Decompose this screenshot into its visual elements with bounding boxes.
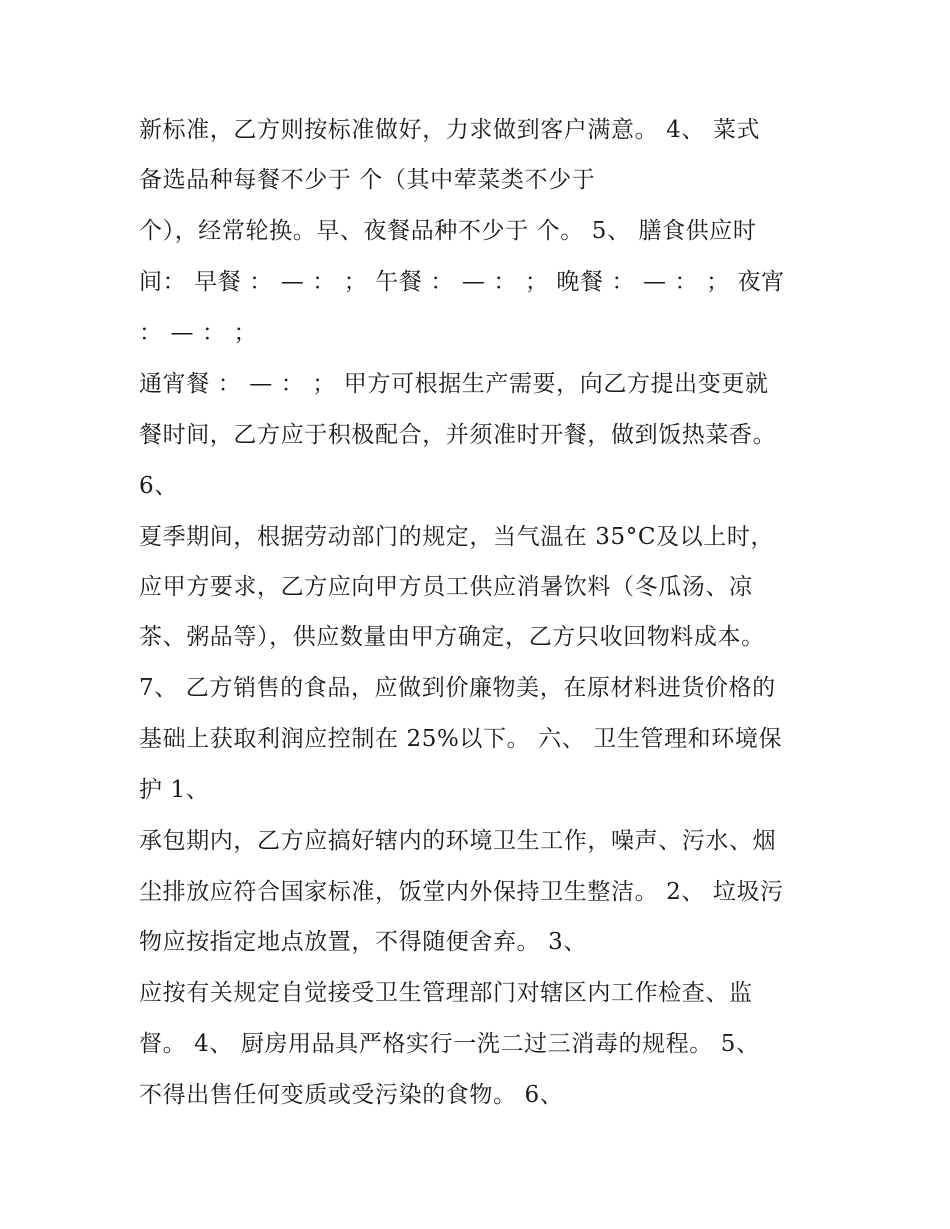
text-line: 尘排放应符合国家标准，饭堂内外保持卫生整洁。 2、 垃圾污: [139, 879, 784, 905]
text-line: 应按有关规定自觉接受卫生管理部门对辖区内工作检查、监: [139, 980, 753, 1006]
text-line: 应甲方要求，乙方应向甲方员工供应消暑饮料（冬瓜汤、凉: [139, 574, 753, 600]
text-line: 间： 早餐 ： — ： ； 午餐 ： — ： ； 晚餐 ： — ： ； 夜宵: [139, 269, 785, 295]
text-line: 护 1、: [139, 777, 210, 803]
text-line: 督。 4、 厨房用品具严格实行一洗二过三消毒的规程。 5、: [139, 1031, 760, 1057]
text-line: 不得出售任何变质或受污染的食物。 6、: [139, 1082, 564, 1108]
text-line: 基础上获取利润应控制在 25%以下。 六、 卫生管理和环境保: [139, 726, 783, 752]
text-line: ： — ： ；: [139, 320, 258, 346]
text-line: 个），经常轮换。早、夜餐品种不少于 个。 5、 膳食供应时: [139, 218, 757, 244]
text-line: 6、: [139, 473, 178, 499]
text-line: 承包期内，乙方应搞好辖内的环境卫生工作，噪声、污水、烟: [139, 828, 777, 854]
text-line: 7、 乙方销售的食品，应做到价廉物美，在原材料进货价格的: [139, 675, 776, 701]
text-line: 备选品种每餐不少于 个（其中荤菜类不少于: [139, 167, 596, 193]
text-line: 餐时间，乙方应于积极配合，并须准时开餐，做到饭热菜香。: [139, 422, 777, 448]
text-line: 物应按指定地点放置，不得随便舍弃。 3、: [139, 929, 587, 955]
text-line: 夏季期间，根据劳动部门的规定，当气温在 35°C及以上时，: [139, 524, 775, 550]
text-line: 通宵餐 ： — ： ； 甲方可根据生产需要，向乙方提出变更就: [139, 371, 769, 397]
text-line: 新标准，乙方则按标准做好，力求做到客户满意。 4、 菜式: [139, 117, 761, 143]
text-line: 茶、粥品等），供应数量由甲方确定，乙方只收回物料成本。: [139, 624, 765, 650]
